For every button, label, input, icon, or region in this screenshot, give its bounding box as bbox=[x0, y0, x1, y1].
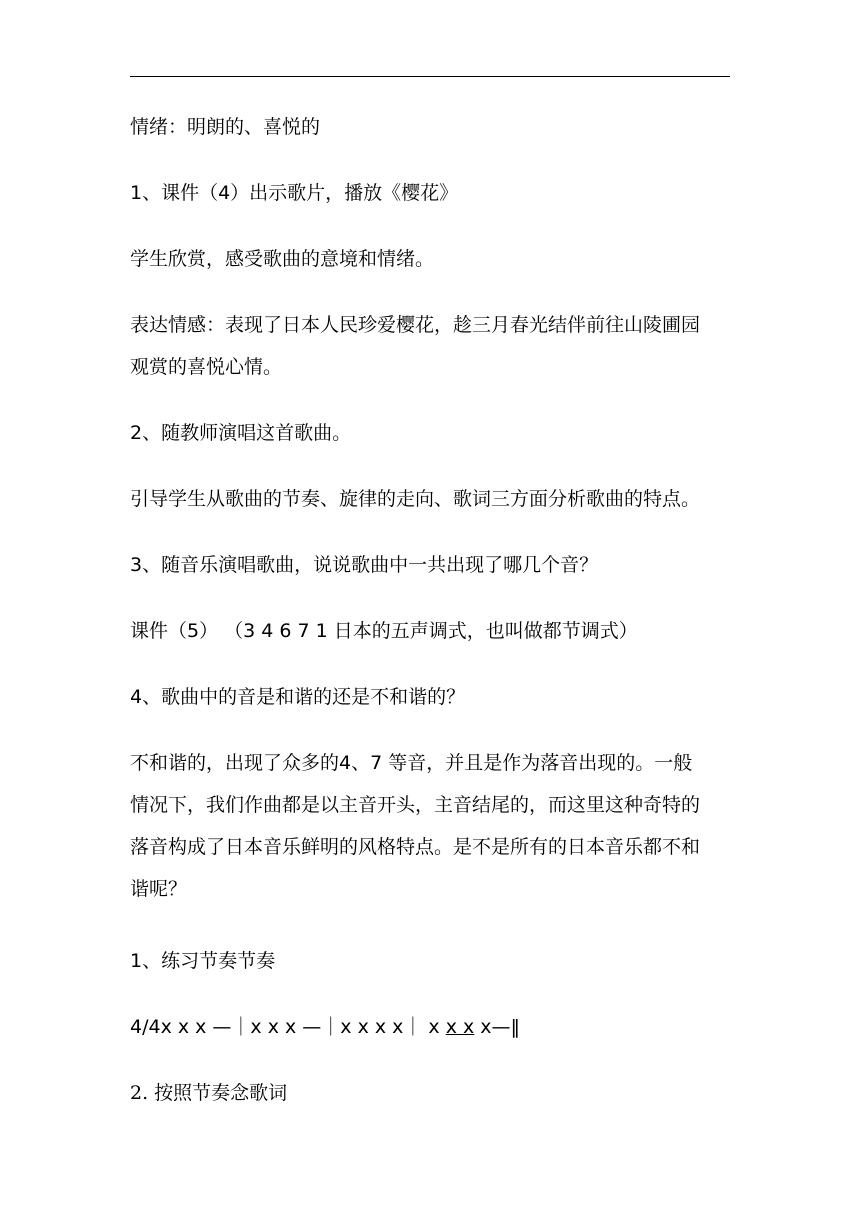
disharmony-line-4: 谐呢？ bbox=[130, 878, 188, 900]
disharmony-line-2: 情况下，我们作曲都是以主音开头，主音结尾的，而这里这种奇特的 bbox=[130, 794, 701, 816]
express-line-2: 观赏的喜悦心情。 bbox=[130, 356, 283, 378]
appreciate-line: 学生欣赏，感受歌曲的意境和情绪。 bbox=[130, 248, 435, 270]
rhythm-suffix: x—‖ bbox=[474, 1016, 521, 1038]
rhythm-prefix: 4/4x x x —｜x x x —｜x x x x｜ x bbox=[130, 1016, 446, 1038]
disharmony-line-3: 落音构成了日本音乐鲜明的风格特点。是不是所有的日本音乐都不和 bbox=[130, 836, 701, 858]
express-line-1: 表达情感：表现了日本人民珍爱樱花，趁三月春光结伴前往山陵圃园 bbox=[130, 314, 701, 336]
step-1-line: 1、课件（4）出示歌片，播放《樱花》 bbox=[130, 182, 459, 204]
step-3-line: 3、随音乐演唱歌曲，说说歌曲中一共出现了哪几个音？ bbox=[130, 554, 599, 576]
read-lyrics-line: 2. 按照节奏念歌词 bbox=[130, 1082, 288, 1104]
header-rule bbox=[130, 76, 730, 77]
rhythm-title: 1、练习节奏节奏 bbox=[130, 950, 276, 972]
rhythm-notation bbox=[130, 1006, 730, 1048]
courseware-5-line: 课件（5） （3 4 6 7 1 日本的五声调式，也叫做都节调式） bbox=[130, 620, 638, 642]
guide-line: 引导学生从歌曲的节奏、旋律的走向、歌词三方面分析歌曲的特点。 bbox=[130, 488, 701, 510]
mood-line: 情绪：明朗的、喜悦的 bbox=[130, 116, 321, 138]
disharmony-line-1: 不和谐的，出现了众多的4、7 等音，并且是作为落音出现的。一般 bbox=[130, 752, 693, 774]
step-2-line: 2、随教师演唱这首歌曲。 bbox=[130, 422, 352, 444]
rhythm-underlined: x x bbox=[445, 1016, 475, 1038]
step-4-line: 4、歌曲中的音是和谐的还是不和谐的？ bbox=[130, 686, 466, 708]
